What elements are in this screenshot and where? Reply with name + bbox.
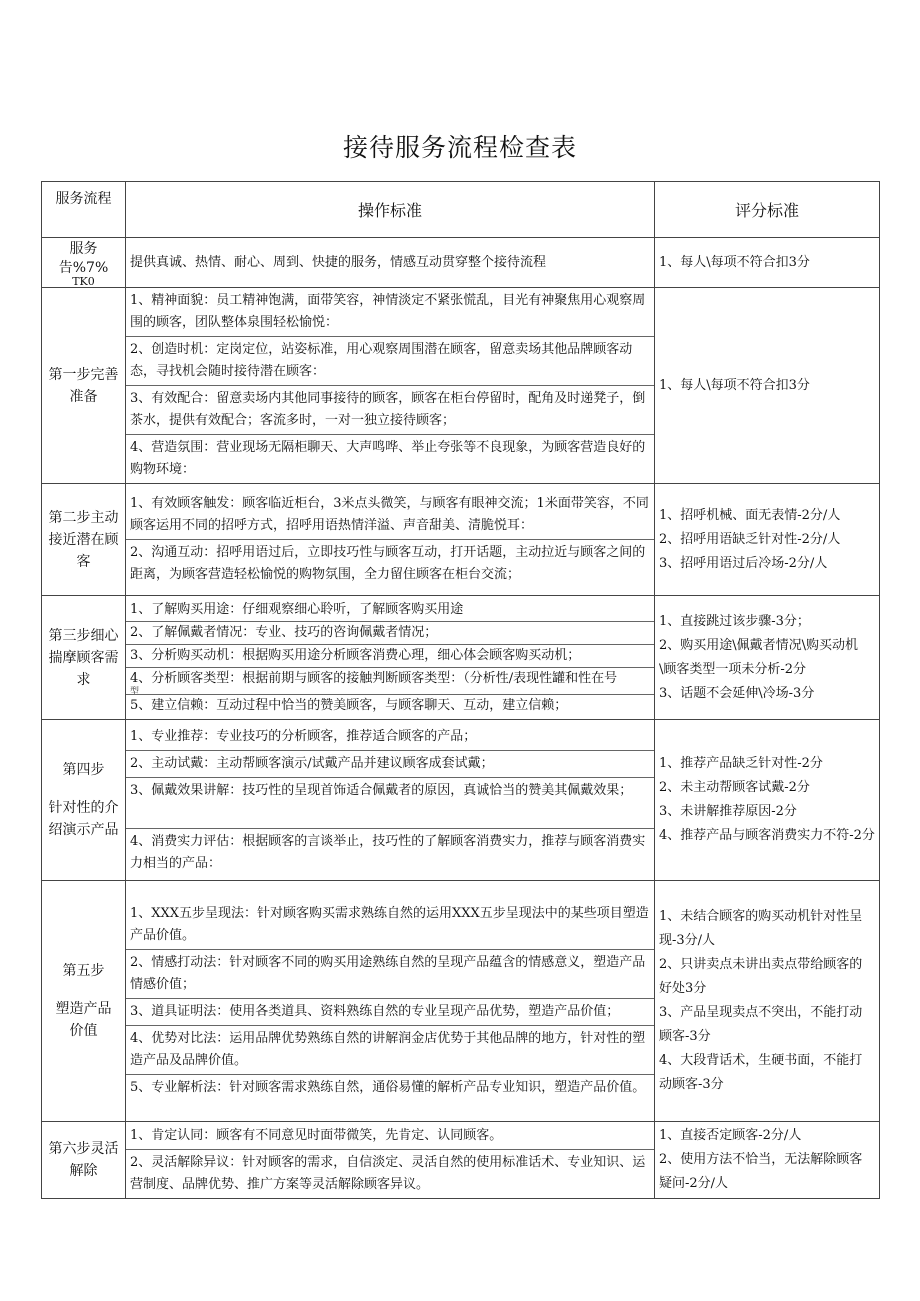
- table-row: [42, 720, 880, 881]
- header-ops: 操作标准: [126, 182, 655, 238]
- page-title: 接待服务流程检查表: [342, 133, 577, 162]
- op-item: 1、XXX五步呈现法：针对顾客购买需求熟练自然的运用XXX五步呈现法中的某些项目塑造产品价值。: [126, 901, 654, 950]
- flow-line: 第二步主动: [48, 509, 119, 526]
- op-item-overflow: 型: [130, 686, 140, 695]
- op-item: 4、营造氛围：营业现场无隔柜聊天、大声鸣哗、举止夸张等不良现象，为顾客营造良好的购物环境：: [130, 440, 646, 477]
- flow-line: 绍演示产品: [48, 822, 119, 838]
- op-item: 2、情感打动法：针对顾客不同的购买用途熟练自然的呈现产品蕴含的情感意义，塑造产品情感价值；: [126, 950, 654, 999]
- score-item: 3、未讲解推荐原因-2分: [659, 804, 797, 819]
- flow-cell: [42, 596, 126, 720]
- flow-cell: [42, 484, 126, 596]
- op-item: 4、消费实力评估：根据顾客的言谈举止，技巧性的了解顾客消费实力，推荐与顾客消费实力相当的产品：: [130, 833, 646, 871]
- score-item: 2、使用方法不恰当，无法解除顾客疑问-2分/人: [659, 1152, 863, 1191]
- flow-line: 准备: [69, 388, 98, 405]
- score-item: 1、未结合顾客的购买动机针对性呈现-3分/人: [659, 909, 863, 948]
- table-row: [42, 288, 880, 484]
- op-item: [126, 668, 654, 695]
- ops-cell: [126, 484, 655, 596]
- score-cell: [655, 881, 880, 1122]
- table-row: [42, 238, 880, 288]
- op-item: 3、佩戴效果讲解：技巧性的呈现首饰适合佩戴者的原因，真诚恰当的赞美其佩戴效果；: [126, 778, 654, 829]
- flow-line: 解除: [69, 1163, 98, 1179]
- score-item: 3、话题不会延伸\冷场-3分: [659, 685, 815, 701]
- score-cell: [655, 596, 880, 720]
- flow-line: 告%7%: [58, 260, 109, 276]
- op-item: 3、有效配合：留意卖场内其他同事接待的顾客，顾客在柜台停留时，配角及时递凳子，倒茶水，提供有效配合；客流多时，一对一独立接待顾客；: [126, 386, 654, 435]
- flow-line: 第六步灵活: [48, 1141, 119, 1157]
- ops-cell: [126, 596, 655, 720]
- table-row: [42, 1122, 880, 1199]
- op-item: 1、有效顾客触发：顾客临近柜台，3米点头微笑，与顾客有眼神交流；1米面带笑容，不同顾客运用不同的招呼方式，招呼用语热情洋溢、声音甜美、清脆悦耳：: [126, 491, 654, 540]
- op-item: 3、分析购买动机：根据购买用途分析顾客消费心理，细心体会顾客购买动机；: [126, 645, 654, 668]
- flow-line: 第一步完善: [48, 366, 119, 383]
- score-item: 1、直接否定顾客-2分/人: [659, 1128, 802, 1143]
- score-item: 2、只讲卖点未讲出卖点带给顾客的好处3分: [659, 957, 863, 996]
- flow-line: 第四步: [62, 762, 105, 778]
- table-row: [42, 484, 880, 596]
- score-cell: [655, 1122, 880, 1199]
- op-item: 5、建立信赖：互动过程中恰当的赞美顾客，与顾客聊天、互动，建立信赖；: [130, 697, 568, 713]
- op-item: 2、沟通互动：招呼用语过后，立即技巧性与顾客互动，打开话题，主动拉近与顾客之间的距离，为顾客营造轻松愉悦的购物氛围，全力留住顾客在柜台交流；: [130, 545, 646, 582]
- op-item: 4、优势对比法：运用品牌优势熟练自然的讲解润金店优势于其他品牌的地方，针对性的塑造产品及品牌价值。: [126, 1026, 654, 1075]
- score-cell: [655, 238, 880, 288]
- flow-line: 服务: [69, 241, 98, 257]
- score-item: 4、推荐产品与顾客消费实力不符-2分: [659, 828, 875, 843]
- score-item: 3、招呼用语过后冷场-2分/人: [659, 555, 828, 571]
- op-item: 1、了解购买用途：仔细观察细心聆听，了解顾客购买用途: [126, 599, 654, 622]
- header-row: [42, 182, 880, 238]
- table-row: [42, 881, 880, 1122]
- op-item: 提供真诚、热情、耐心、周到、快捷的服务，情感互动贯穿整个接待流程: [130, 254, 547, 270]
- op-item: 1、精神面貌：员工精神饱满，面带笑容，神情淡定不紧张慌乱，目光有神聚焦用心观察周围的顾客，团队整体泉围轻松愉悦：: [126, 288, 654, 337]
- flow-cell: [42, 288, 126, 484]
- flow-line: TK0: [72, 275, 95, 288]
- score-item: 4、大段背话术，生硬书面，不能打动顾客-3分: [659, 1053, 863, 1092]
- flow-line: 价值: [69, 1023, 98, 1039]
- op-item: 3、道具证明法：使用各类道具、资料熟练自然的专业呈现产品优势，塑造产品价值；: [126, 999, 654, 1026]
- op-item: 2、了解佩戴者情况：专业、技巧的咨询佩戴者情况；: [126, 622, 654, 645]
- flow-line: 塑造产品: [55, 1001, 112, 1017]
- score-item: 1、推荐产品缺乏针对性-2分: [659, 756, 823, 771]
- score-item: 1、招呼机械、面无表情-2分/人: [659, 507, 841, 523]
- flow-line: 求: [76, 671, 91, 688]
- score-cell: [655, 484, 880, 596]
- score-item: 2、招呼用语缺乏针对性-2分/人: [659, 531, 841, 547]
- ops-cell: [126, 720, 655, 881]
- flow-line: 揣摩顾客需: [48, 649, 119, 666]
- score-item: 1、每人\每项不符合扣3分: [659, 377, 810, 393]
- flow-line: 接近潜在顾: [48, 531, 119, 548]
- score-item: 1、直接跳过该步骤-3分；: [659, 613, 810, 629]
- op-item: 2、灵活解除异议：针对顾客的需求，自信淡定、灵活自然的使用标准话术、专业知识、运营制度、品牌优势、推广方案等灵活解除顾客异议。: [130, 1154, 646, 1192]
- op-item-text: 4、分析顾客类型：根据前期与顾客的接触判断顾客类型：（分析性/表现性罐和性在号: [130, 670, 618, 686]
- flow-cell: [42, 238, 126, 288]
- op-item: 5、专业解析法：针对顾客需求熟练自然，通俗易懂的解析产品专业知识，塑造产品价值。: [130, 1080, 646, 1095]
- op-item: 1、肯定认同：顾客有不同意见时面带微笑，先肯定、认同顾客。: [126, 1123, 654, 1150]
- header-flow: 服务流程: [42, 182, 126, 238]
- score-cell: [655, 288, 880, 484]
- flow-line: 客: [76, 553, 91, 570]
- score-item: 2、未主动帮顾客试戴-2分: [659, 780, 810, 795]
- table-row: [42, 596, 880, 720]
- score-cell: [655, 720, 880, 881]
- op-item: 2、创造时机：定岗定位，站姿标准，用心观察周围潜在顾客，留意卖场其他品牌顾客动态，寻找机会随时接待潜在顾客：: [126, 337, 654, 386]
- flow-line: 针对性的介: [48, 800, 119, 816]
- flow-line: 第五步: [62, 963, 105, 979]
- flow-line: 第三步细心: [48, 627, 119, 644]
- ops-cell: [126, 1122, 655, 1199]
- op-item: 2、主动试戴：主动帮顾客演示/试戴产品并建议顾客成套试戴；: [126, 751, 654, 778]
- ops-cell: [126, 881, 655, 1122]
- flow-cell: [42, 720, 126, 881]
- ops-cell: [126, 238, 655, 288]
- flow-cell: [42, 1122, 126, 1199]
- ops-cell: [126, 288, 655, 484]
- score-item: 2、购买用途\佩戴者情况\购买动机\顾客类型一项未分析-2分: [659, 637, 859, 677]
- score-item: 3、产品呈现卖点不突出，不能打动顾客-3分: [659, 1005, 863, 1044]
- inspection-table: [41, 181, 880, 1199]
- flow-cell: [42, 881, 126, 1122]
- header-score: 评分标准: [655, 182, 880, 238]
- op-item: 1、专业推荐：专业技巧的分析顾客，推荐适合顾客的产品；: [126, 724, 654, 751]
- score-item: 1、每人\每项不符合扣3分: [659, 254, 810, 270]
